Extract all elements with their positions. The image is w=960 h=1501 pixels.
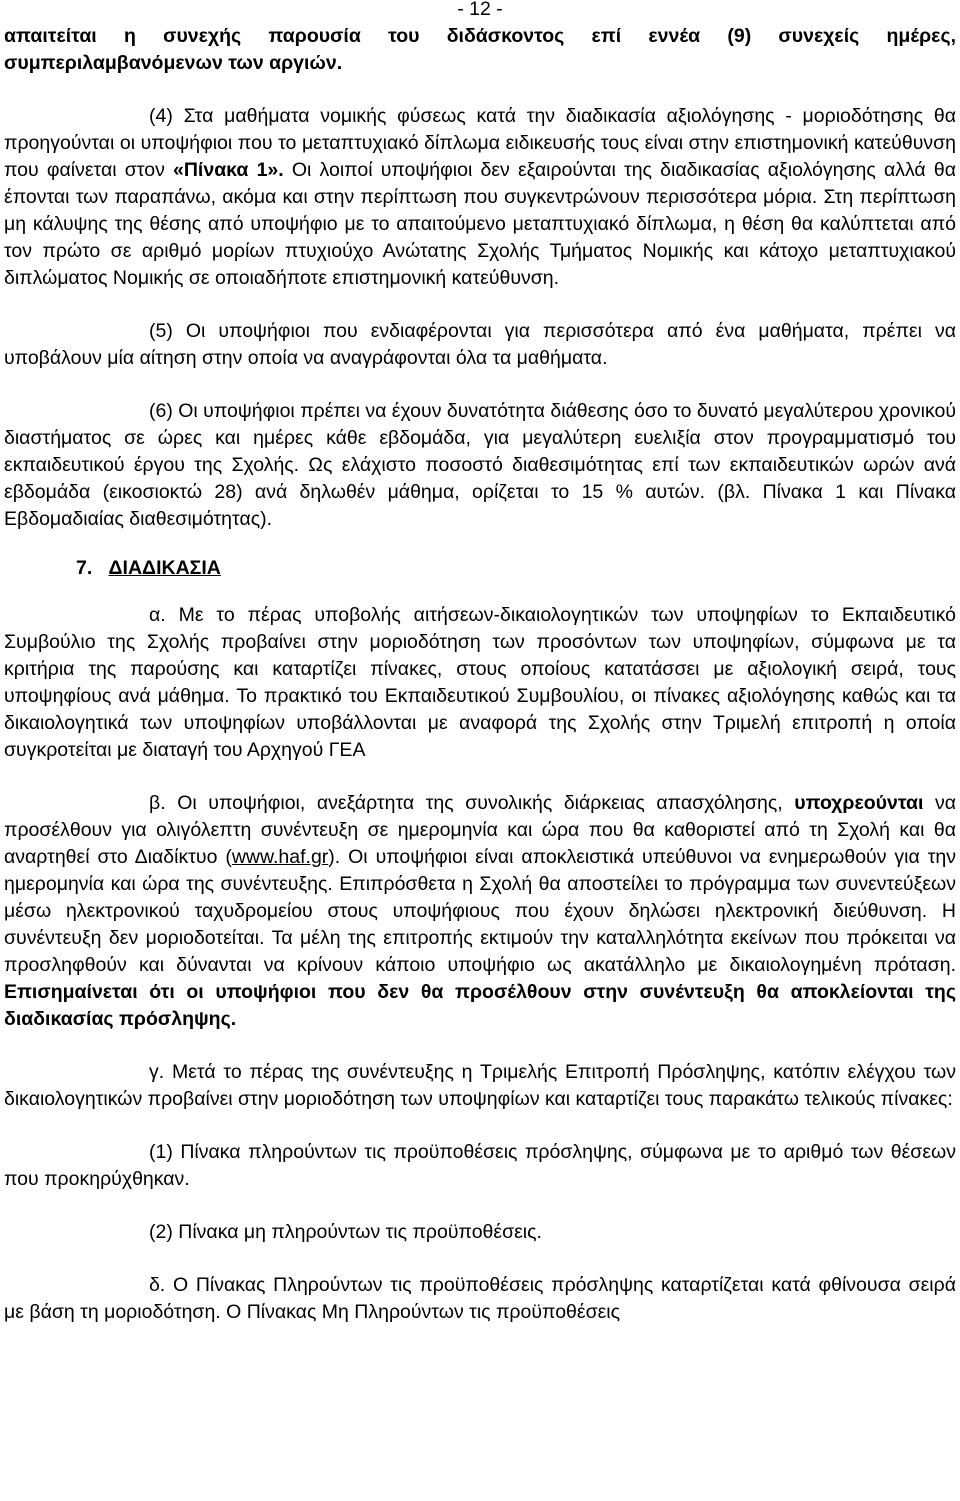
item-4-paragraph — [4, 103, 956, 292]
item-6-paragraph: (6) Οι υποψήφιοι πρέπει να έχουν δυνατότητα διάθεσης όσο το δυνατό μεγαλύτερου χρονικού διαστήματος σε ώρες και ημέρες κάθε εβδομάδα, για μεγαλύτερη ευελιξία στον προγραμματισμό του εκπαιδευτικού έργου της Σχολής. Ως ελάχιστο ποσοστό διαθεσιμότητας επί των εκπαιδευτικών ωρών ανά εβδομάδα (εικοσιοκτώ 28) ανά δηλωθέν μάθημα, ορίζεται το 15 % αυτών. (βλ. Πίνακα 1 και Πίνακα Εβδομαδιαίας διαθεσιμότητας). — [4, 400, 956, 530]
paragraph-b-bold: υποχρεούνται — [794, 792, 924, 814]
paragraph-b-text-2: να προσέλθουν για ολιγόλεπτη συνέντευξη σε ημερομηνία και ώρα που θα καθοριστεί από τη Σχολή και θα αναρτηθεί στο Διαδίκτυο ( — [4, 792, 956, 868]
item-4-text: (4) Στα μαθήματα νομικής φύσεως κατά την διαδικασία αξιολόγησης - μοριοδότησης θα προηγούνται οι υποψήφιοι που το μεταπτυχιακό δίπλωμα ειδικευσής τους είναι στην επιστημονική κατεύθυνση που φαίνεται στον — [4, 105, 956, 181]
document-page — [4, 0, 956, 1326]
item-5-paragraph: (5) Οι υποψήφιοι που ενδιαφέρονται για περισσότερα από ένα μαθήματα, πρέπει να υποβάλουν μία αίτηση στην οποία να αναγράφονται όλα τα μαθήματα. — [4, 320, 956, 369]
list-item: (1) Πίνακα πληρούντων τις προϋποθέσεις πρόσληψης, σύμφωνα με το αριθμό των θέσεων που προκηρύχθηκαν. — [4, 1141, 956, 1190]
list-item: (2) Πίνακα μη πληρούντων τις προϋποθέσεις. — [149, 1221, 542, 1243]
paragraph-b-text: β. Οι υποψήφιοι, ανεξάρτητα της συνολικής διάρκειας απασχόλησης, — [149, 792, 795, 814]
section-number: 7. — [76, 557, 93, 579]
paragraph-b — [4, 790, 956, 1033]
item-4-bold: «Πίνακα 1». — [173, 159, 284, 181]
intro-bold-text: απαιτείται η συνεχής παρουσία του διδάσκοντος επί εννέα (9) συνεχείς ημέρες, συμπεριλαμβανόμενων των αργιών. — [4, 25, 956, 74]
paragraph-c: γ. Μετά το πέρας της συνέντευξης η Τριμελής Επιτροπή Πρόσληψης, κατόπιν ελέγχου των δικαιολογητικών προβαίνει στην μοριοδότηση των υποψηφίων και καταρτίζει τους παρακάτω τελικούς πίνακες: — [4, 1061, 956, 1110]
page-number: - 12 - — [457, 0, 503, 20]
paragraph-a: α. Με το πέρας υποβολής αιτήσεων-δικαιολογητικών των υποψηφίων το Εκπαιδευτικό Συμβούλιο της Σχολής προβαίνει στην μοριοδότηση των προσόντων των υποψηφίων, σύμφωνα με τα κριτήρια της παρούσης και καταρτίζει πίνακες, στους οποίους κατατάσσει με αξιολογική σειρά, τους υποψηφίους ανά μάθημα. Το πρακτικό του Εκπαιδευτικού Συμβουλίου, οι πίνακες αξιολόγησης καθώς και τα δικαιολογητικά των υποψηφίων υποβάλλονται με αναφορά της Σχολής στην Τριμελή επιτροπή η οποία συγκροτείται με διαταγή του Αρχηγού ΓΕΑ — [4, 604, 956, 761]
paragraph-b-text-3: ). Οι υποψήφιοι είναι αποκλειστικά υπεύθυνοι να ενημερωθούν για την ημερομηνία και ώρα της συνέντευξης. Επιπρόσθετα η Σχολή θα αποστείλει το πρόγραμμα των συνεντεύξεων μέσω ηλεκτρονικού ταχυδρομείου στους υποψήφιους που έχουν δηλώσει ηλεκτρονική διεύθυνση. Η συνέντευξη δεν μοριοδοτείται. Τα μέλη της επιτροπής εκτιμούν την καταλληλότητα εκείνων που πρόκειται να προσληφθούν και δύνανται να κρίνουν κάποιο υποψήφιο ως ακατάλληλο με δικαιολογημένη πρόταση. — [4, 846, 956, 976]
section-heading — [76, 555, 956, 582]
paragraph-d: δ. Ο Πίνακας Πληρούντων τις προϋποθέσεις πρόσληψης καταρτίζεται κατά φθίνουσα σειρά με βάση τη μοριοδότηση. Ο Πίνακας Μη Πληρούντων τις προϋποθέσεις — [4, 1274, 956, 1323]
item-4-text-continued: Οι λοιποί υποψήφιοι δεν εξαιρούνται της διαδικασίας αξιολόγησης αλλά θα έπονται των παραπάνω, ακόμα και στην περίπτωση που συγκεντρώνουν περισσότερα μόρια. Στη περίπτωση μη κάλυψης της θέσης από υποψήφιο με το απαιτούμενο μεταπτυχιακό δίπλωμα, η θέση θα καλύπτεται από τον πρώτο σε αριθμό μορίων πτυχιούχο Ανώτατης Σχολής Τμήματος Νομικής και κάτοχο μεταπτυχιακού διπλώματος Νομικής σε οποιαδήποτε επιστημονική κατεύθυνση. — [4, 159, 956, 289]
intro-paragraph — [4, 23, 956, 77]
haf-link[interactable]: www.haf.gr — [231, 846, 329, 868]
section-title: ΔΙΑΔΙΚΑΣΙΑ — [108, 557, 221, 579]
paragraph-b-notice: Επισημαίνεται ότι οι υποψήφιοι που δεν θα προσέλθουν στην συνέντευξη θα αποκλείονται της διαδικασίας πρόσληψης. — [4, 981, 956, 1030]
